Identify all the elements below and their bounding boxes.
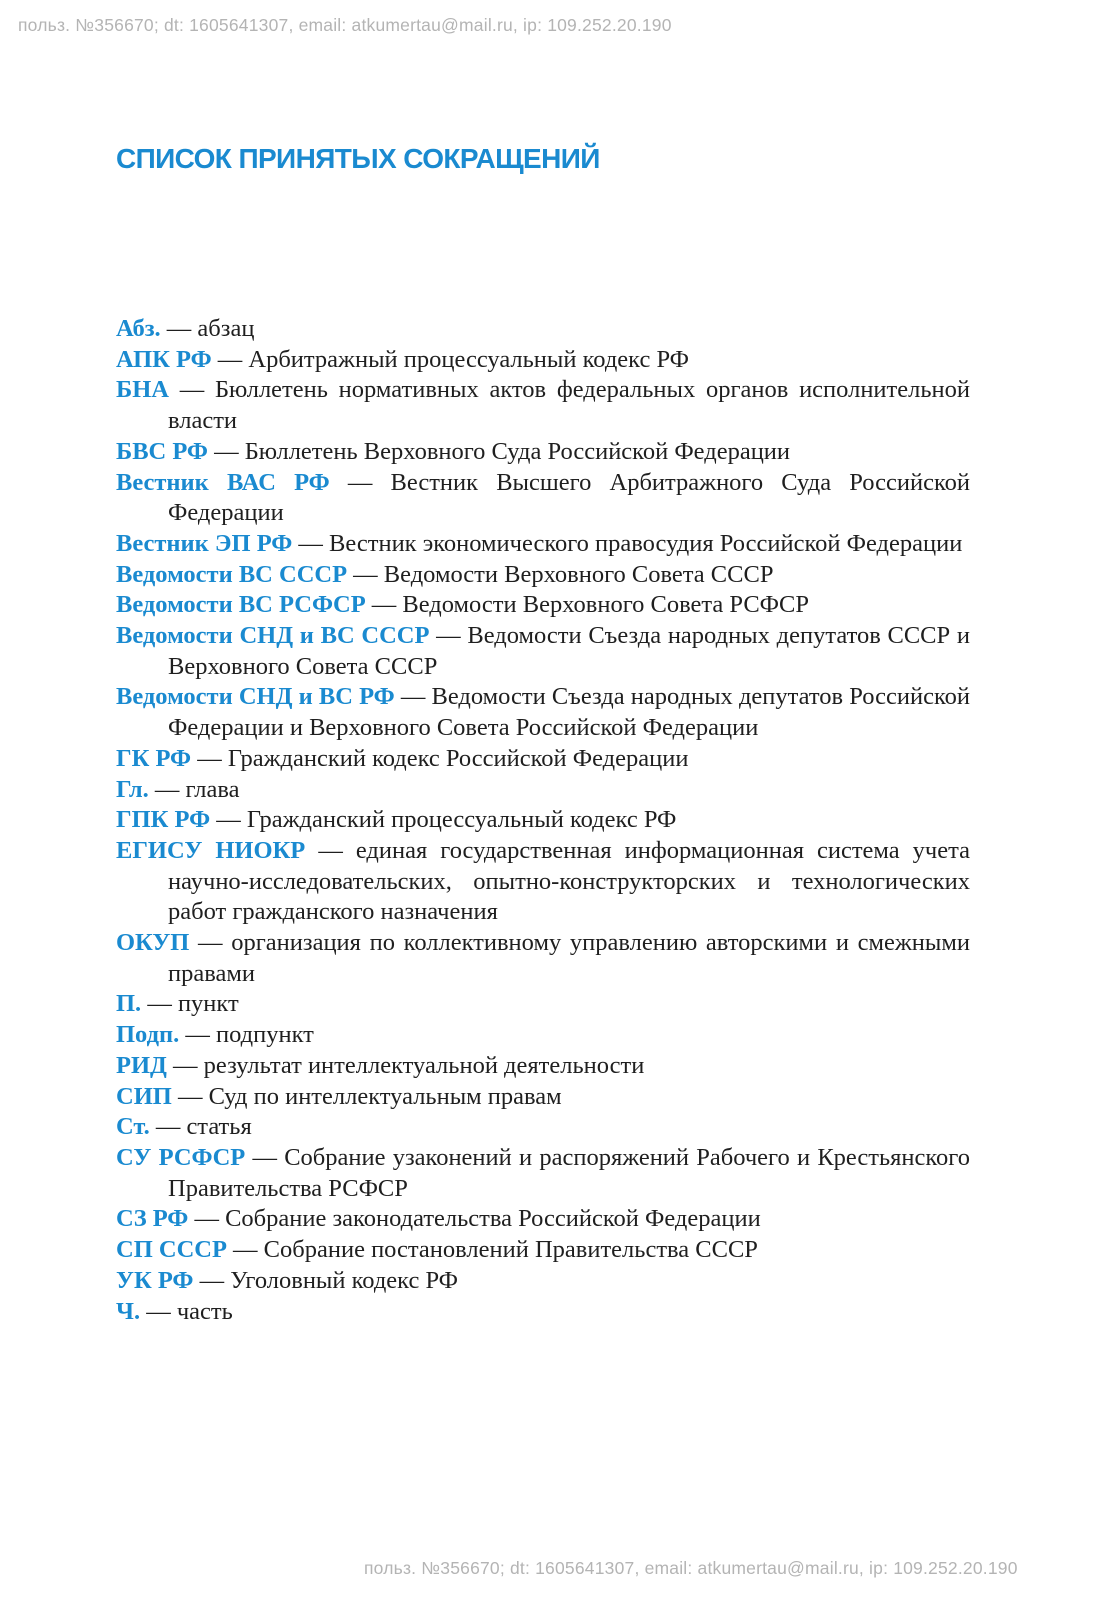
abbreviation-definition: Ведомости Съезда народных депутатов СССР и Верховного Совета СССР	[168, 622, 970, 680]
abbreviation-definition: Суд по интеллектуальным правам	[208, 1082, 562, 1110]
list-item: Абз. — абзац	[116, 315, 255, 342]
abbreviation-definition: Вестник экономического правосудия Российской Федерации	[329, 529, 963, 557]
abbreviation-term: Гл.	[116, 775, 149, 803]
abbreviation-definition: глава	[185, 775, 240, 803]
abbreviation-definition: Гражданский процессуальный кодекс РФ	[246, 806, 677, 834]
list-item: ГК РФ — Гражданский кодекс Российской Федерации	[116, 744, 689, 772]
list-item: Гл. — глава	[116, 775, 240, 803]
abbreviation-term: Ведомости ВС РСФСР	[116, 591, 366, 619]
list-item: Ведомости ВС РСФСР — Ведомости Верховного Совета РСФСР	[116, 591, 809, 619]
abbreviation-term: П.	[116, 990, 142, 1018]
abbreviation-term: Ведомости ВС СССР	[116, 560, 348, 588]
abbreviation-definition: результат интеллектуальной деятельности	[203, 1051, 645, 1079]
abbreviation-definition: пункт	[177, 990, 239, 1018]
abbreviation-term: СП СССР	[116, 1236, 227, 1264]
abbreviation-definition: Арбитражный процессуальный кодекс РФ	[248, 345, 690, 373]
abbreviation-definition: организация по коллективному управлению авторскими и смежными правами	[168, 929, 970, 987]
abbreviation-definition: подпункт	[216, 1021, 314, 1049]
list-item: СЗ РФ — Собрание законодательства Российской Федерации	[116, 1205, 761, 1233]
abbreviation-definition: единая государственная информационная система учета научно-исследовательских, опытно-конструкторских и технологических работ гражданского назначения	[168, 836, 970, 926]
abbreviation-term: Ведомости СНД и ВС РФ	[116, 683, 395, 711]
abbreviation-term: СУ РСФСР	[116, 1143, 246, 1171]
abbreviation-term: РИД	[116, 1051, 167, 1079]
list-item: АПК РФ — Арбитражный процессуальный кодекс РФ	[116, 345, 690, 373]
abbreviation-definition: Собрание узаконений и распоряжений Рабочего и Крестьянского Правительства РСФСР	[168, 1143, 970, 1202]
abbreviation-term: Вестник ЭП РФ	[116, 529, 293, 557]
abbreviation-term: СИП	[116, 1082, 172, 1110]
abbreviation-term: Ч.	[116, 1297, 141, 1325]
abbreviation-definition: Бюллетень нормативных актов федеральных органов исполнительной власти	[168, 376, 970, 435]
abbreviation-term: АПК РФ	[116, 345, 212, 373]
list-item: Ст. — статья	[116, 1113, 252, 1141]
list-item: Ведомости СНД и ВС РФ — Ведомости Съезда народных депутатов Российской Федерации и Верховного Совета Российской Федерации	[116, 683, 971, 742]
list-item: ОКУП — организация по коллективному управлению авторскими и смежными правами	[116, 929, 970, 987]
abbreviation-definition: Собрание законодательства Российской Федерации	[225, 1205, 761, 1233]
abbreviation-term: Ведомости СНД и ВС СССР	[116, 622, 430, 650]
abbreviation-term: БНА	[116, 376, 169, 404]
abbreviation-term: Абз.	[116, 315, 161, 342]
abbreviation-term: УК РФ	[116, 1266, 194, 1294]
abbreviation-term: ЕГИСУ НИОКР	[116, 836, 306, 864]
list-item: Ведомости СНД и ВС СССР — Ведомости Съезда народных депутатов СССР и Верховного Совета СССР	[116, 622, 970, 680]
list-item: ГПК РФ — Гражданский процессуальный кодекс РФ	[116, 806, 677, 834]
list-item: БВС РФ — Бюллетень Верховного Суда Российской Федерации	[116, 437, 791, 465]
list-item: УК РФ — Уголовный кодекс РФ	[116, 1266, 459, 1294]
abbreviation-definition: абзац	[197, 315, 255, 342]
page-title: СПИСОК ПРИНЯТЫХ СОКРАЩЕНИЙ	[116, 143, 600, 174]
list-item: СИП — Суд по интеллектуальным правам	[116, 1082, 562, 1110]
abbreviation-definition: Ведомости Верховного Совета РСФСР	[402, 591, 809, 619]
abbreviation-definition: Гражданский кодекс Российской Федерации	[227, 744, 689, 772]
abbreviation-definition: Бюллетень Верховного Суда Российской Федерации	[244, 437, 791, 465]
abbreviation-term: ГК РФ	[116, 744, 192, 772]
abbreviation-definition: Собрание постановлений Правительства СССР	[263, 1236, 758, 1264]
abbreviation-definition: часть	[176, 1297, 233, 1325]
abbreviation-definition: Уголовный кодекс РФ	[230, 1266, 459, 1294]
list-item: СУ РСФСР — Собрание узаконений и распоряжений Рабочего и Крестьянского Правительства РСФСР	[116, 1143, 970, 1202]
list-item: Вестник ВАС РФ — Вестник Высшего Арбитражного Суда Российской Федерации	[116, 468, 970, 527]
abbreviation-definition: статья	[186, 1113, 252, 1141]
list-item: ЕГИСУ НИОКР — единая государственная информационная система учета научно-исследовательских, опытно-конструкторских и технологических работ гражданского назначения	[116, 836, 970, 926]
list-item: Ведомости ВС СССР — Ведомости Верховного Совета СССР	[116, 560, 774, 588]
abbreviation-definition: Вестник Высшего Арбитражного Суда Российской Федерации	[168, 468, 970, 527]
abbreviation-term: Подп.	[116, 1021, 180, 1049]
list-item: П. — пункт	[116, 990, 239, 1018]
list-item: СП СССР — Собрание постановлений Правительства СССР	[116, 1236, 758, 1264]
abbreviation-definition: Ведомости Верховного Совета СССР	[383, 560, 774, 588]
watermark-bottom: польз. №356670; dt: 1605641307, email: atkumertau@mail.ru, ip: 109.252.20.190	[364, 1558, 1018, 1578]
abbreviation-term: БВС РФ	[116, 437, 208, 465]
list-item: Вестник ЭП РФ — Вестник экономического правосудия Российской Федерации	[116, 529, 963, 557]
abbreviation-term: Вестник ВАС РФ	[116, 468, 330, 496]
abbreviation-term: Ст.	[116, 1113, 150, 1141]
abbreviation-list	[116, 314, 970, 1327]
abbreviation-term: ОКУП	[116, 929, 190, 957]
list-item: БНА — Бюллетень нормативных актов федеральных органов исполнительной власти	[116, 376, 970, 435]
list-item: РИД — результат интеллектуальной деятельности	[116, 1051, 645, 1079]
watermark-top: польз. №356670; dt: 1605641307, email: atkumertau@mail.ru, ip: 109.252.20.190	[18, 15, 672, 35]
abbreviation-definition: Ведомости Съезда народных депутатов Российской Федерации и Верховного Совета Российской Федерации	[168, 683, 971, 742]
list-item: Подп. — подпункт	[116, 1021, 314, 1049]
abbreviation-term: ГПК РФ	[116, 806, 211, 834]
list-item: Ч. — часть	[116, 1297, 233, 1325]
abbreviation-term: СЗ РФ	[116, 1205, 189, 1233]
